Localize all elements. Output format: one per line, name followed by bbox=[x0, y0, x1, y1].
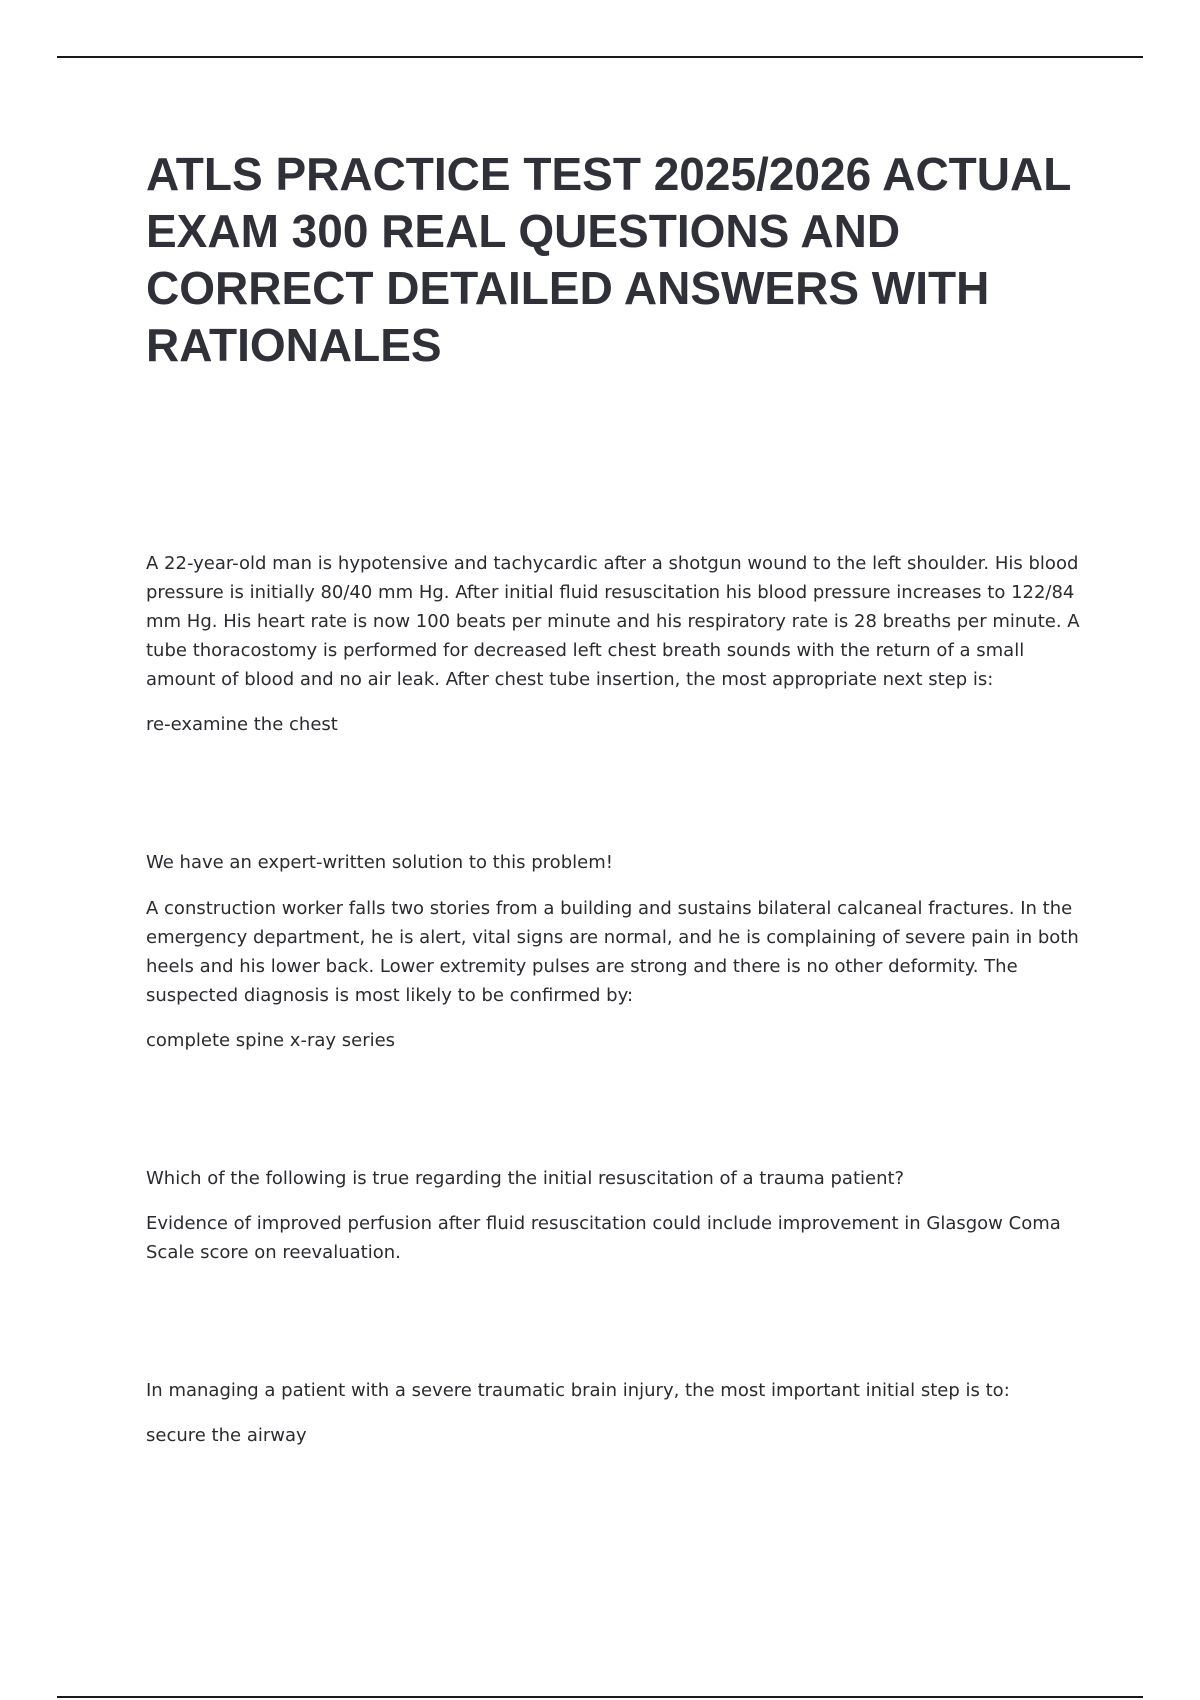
question-block bbox=[146, 894, 1086, 1055]
solution-notice bbox=[146, 848, 1086, 877]
question-text: A construction worker falls two stories from a building and sustains bilateral calcaneal fractures. In the emergency department, he is alert, vital signs are normal, and he is complaining of severe pain in both heels and his lower back. Lower extremity pulses are strong and there is no other deformity. The suspected diagnosis is most likely to be confirmed by: bbox=[146, 898, 1079, 1006]
bottom-rule bbox=[57, 1696, 1143, 1698]
answer-text: secure the airway bbox=[146, 1425, 307, 1446]
answer-text: Evidence of improved perfusion after fluid resuscitation could include improvement in Glasgow Coma Scale score on reevaluation. bbox=[146, 1213, 1061, 1263]
top-rule bbox=[57, 56, 1143, 58]
answer-text: re-examine the chest bbox=[146, 714, 338, 735]
question-text: A 22-year-old man is hypotensive and tachycardic after a shotgun wound to the left shoulder. His blood pressure is initially 80/40 mm Hg. After initial fluid resuscitation his blood pressure increases to 122/84 mm Hg. His heart rate is now 100 beats per minute and his respiratory rate is 28 breaths per minute. A tube thoracostomy is performed for decreased left chest breath sounds with the return of a small amount of blood and no air leak. After chest tube insertion, the most appropriate next step is: bbox=[146, 553, 1080, 690]
question-block bbox=[146, 1376, 1086, 1450]
answer-text: complete spine x-ray series bbox=[146, 1030, 396, 1051]
notice-text: We have an expert-written solution to this problem! bbox=[146, 852, 613, 873]
question-block bbox=[146, 549, 1086, 739]
question-text: Which of the following is true regarding the initial resuscitation of a trauma patient? bbox=[146, 1168, 905, 1189]
document-title: ATLS PRACTICE TEST 2025/2026 ACTUAL EXAM 300 REAL QUESTIONS AND CORRECT DETAILED ANSWERS WITH RATIONALES bbox=[146, 148, 1071, 371]
question-text: In managing a patient with a severe traumatic brain injury, the most important initial step is to: bbox=[146, 1380, 1010, 1401]
question-block bbox=[146, 1164, 1086, 1267]
